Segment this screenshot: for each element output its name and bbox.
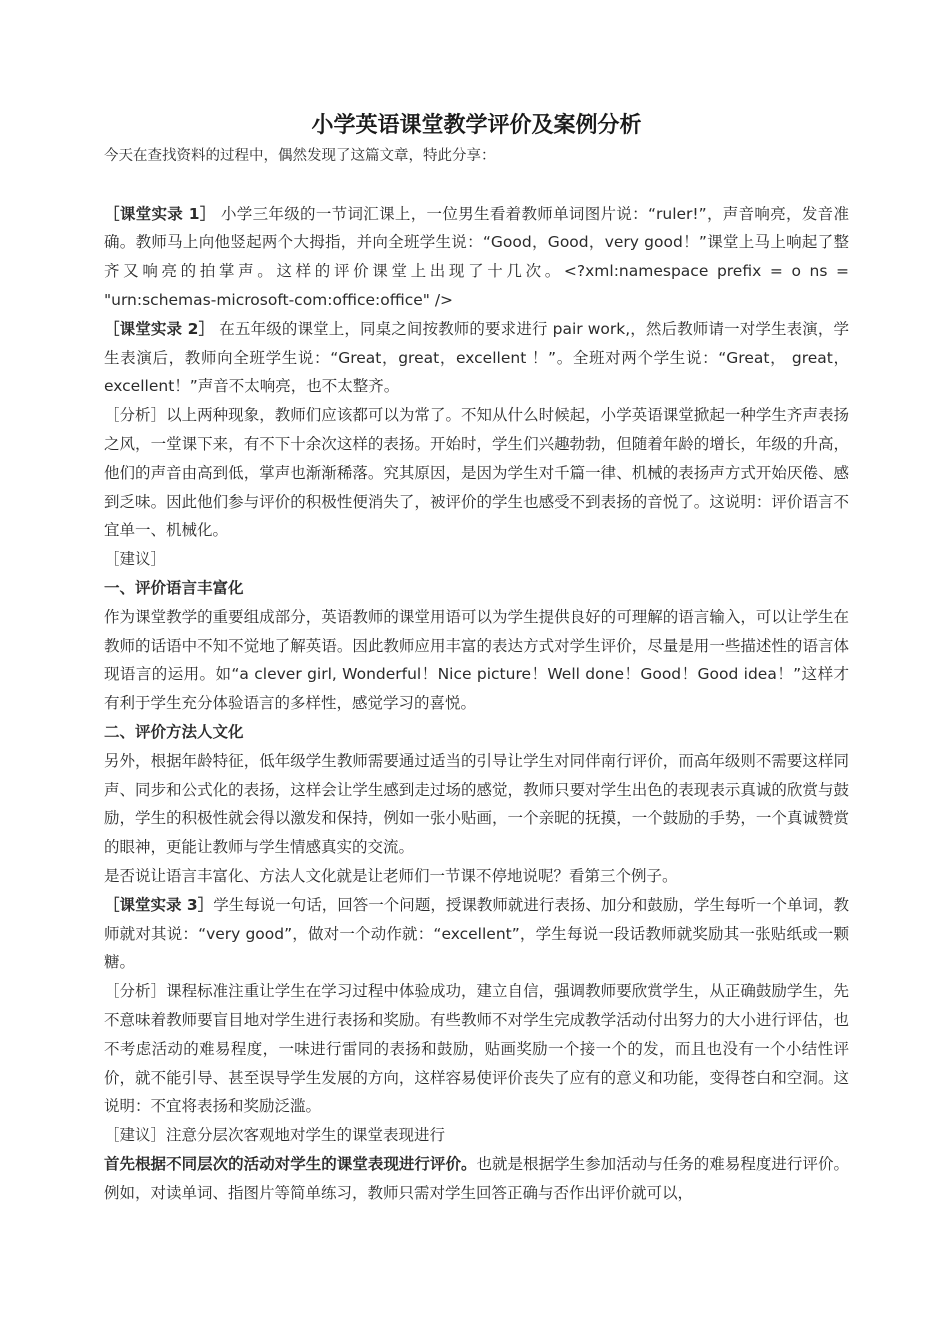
paragraph-1: 作为课堂教学的重要组成部分，英语教师的课堂用语可以为学生提供良好的可理解的语言输入，可以让学生在教师的话语中不知不觉地了解英语。因此教师应用丰富的表达方式对学生评价，尽量是用一些描述性的语言体现语言的运用。如“a clever girl, Wonderful！Nice picture！Well done！Good！Good idea！”这样才有利于学生充分体验语言的多样性，感觉学习的喜悦。	[104, 607, 849, 713]
final-text: 也就是根据学生参加活动与任务的难易程度进行评价。例如，对读单词、指图片等简单练习，教师只需对学生回答正确与否作出评价就可以，	[104, 1154, 849, 1202]
suggestion-label: ［建议］	[104, 550, 167, 569]
record-3-text: 学生每说一句话，回答一个问题，授课教师就进行表扬、加分和鼓励，学生每听一个单词，教师就对其说：“very good”，做对一个动作就：“excellent”，学生每说一段话教师就奖励其一张贴纸或一颗糖。	[104, 895, 849, 972]
heading-2: 二、评价方法人文化	[104, 722, 244, 741]
record-2-text: 在五年级的课堂上，同桌之间按教师的要求进行 pair work,，然后教师请一对学生表演，学生表演后，教师向全班学生说：“Great，great，excellent ！”。全班对两个学生说：“Great， great， excellent！”声音不太响亮，也不太整齐。	[104, 319, 849, 396]
record-1-text: 小学三年级的一节词汇课上，一位男生看着教师单词图片说：“ruler!”，声音响亮，发音准确。教师马上向他竖起两个大拇指，并向全班学生说：“Good，Good，very good！”课堂上马上响起了整齐又响亮的拍掌声。这样的评价课堂上出现了十几次。<?xml:namespace prefix = o ns = "urn:schemas-microsoft-com:office:office" />	[104, 204, 849, 309]
classroom-record-1	[104, 200, 849, 315]
record-3-label: ［课堂实录 3］	[104, 895, 214, 914]
classroom-record-2	[104, 315, 849, 401]
analysis-2: ［分析］课程标准注重让学生在学习过程中体验成功，建立自信，强调教师要欣赏学生，从正确鼓励学生，先不意味着教师要盲目地对学生进行表扬和奖励。有些教师不对学生完成教学活动付出努力的大小进行评估，也不考虑活动的难易程度，一味进行雷同的表扬和鼓励，贴画奖励一个接一个的发，而且也没有一个小结性评价，就不能引导、甚至误导学生发展的方向，这样容易使评价丧失了应有的意义和功能，变得苍白和空洞。这说明：不宜将表扬和奖励泛滥。	[104, 982, 849, 1116]
paragraph-2: 另外，根据年龄特征，低年级学生教师需要通过适当的引导让学生对同伴南行评价，而高年级则不需要这样同声、同步和公式化的表扬，这样会让学生感到走过场的感觉，教师只要对学生出色的表现表示真诚的欣赏与鼓励，学生的积极性就会得以激发和保持，例如一张小贴画，一个亲昵的抚摸，一个鼓励的手势，一个真诚赞赏的眼神，更能让教师与学生情感真实的交流。	[104, 751, 849, 857]
suggestion-2: ［建议］注意分层次客观地对学生的课堂表现进行	[104, 1126, 446, 1145]
question-paragraph: 是否说让语言丰富化、方法人文化就是让老师们一节课不停地说呢？看第三个例子。	[104, 866, 678, 885]
document-page	[104, 108, 849, 1207]
heading-1: 一、评价语言丰富化	[104, 578, 244, 597]
final-paragraph	[104, 1150, 849, 1208]
analysis-1: ［分析］以上两种现象，教师们应该都可以为常了。不知从什么时候起，小学英语课堂掀起一种学生齐声表扬之风，一堂课下来，有不下十余次这样的表扬。开始时，学生们兴趣勃勃，但随着年龄的增长，年级的升高，他们的声音由高到低，掌声也渐渐稀落。究其原因，是因为学生对千篇一律、机械的表扬声方式开始厌倦、感到乏味。因此他们参与评价的积极性便消失了，被评价的学生也感受不到表扬的音悦了。这说明：评价语言不宜单一、机械化。	[104, 406, 849, 540]
record-1-label: ［课堂实录 1］	[104, 204, 216, 223]
document-title: 小学英语课堂教学评价及案例分析	[311, 112, 642, 138]
blank-line	[104, 171, 849, 200]
classroom-record-3	[104, 891, 849, 977]
final-bold-lead: 首先根据不同层次的活动对学生的课堂表现进行评价。	[104, 1154, 477, 1173]
record-2-label: ［课堂实录 2］	[104, 319, 215, 338]
intro-paragraph: 今天在查找资料的过程中，偶然发现了这篇文章，特此分享：	[104, 148, 496, 164]
